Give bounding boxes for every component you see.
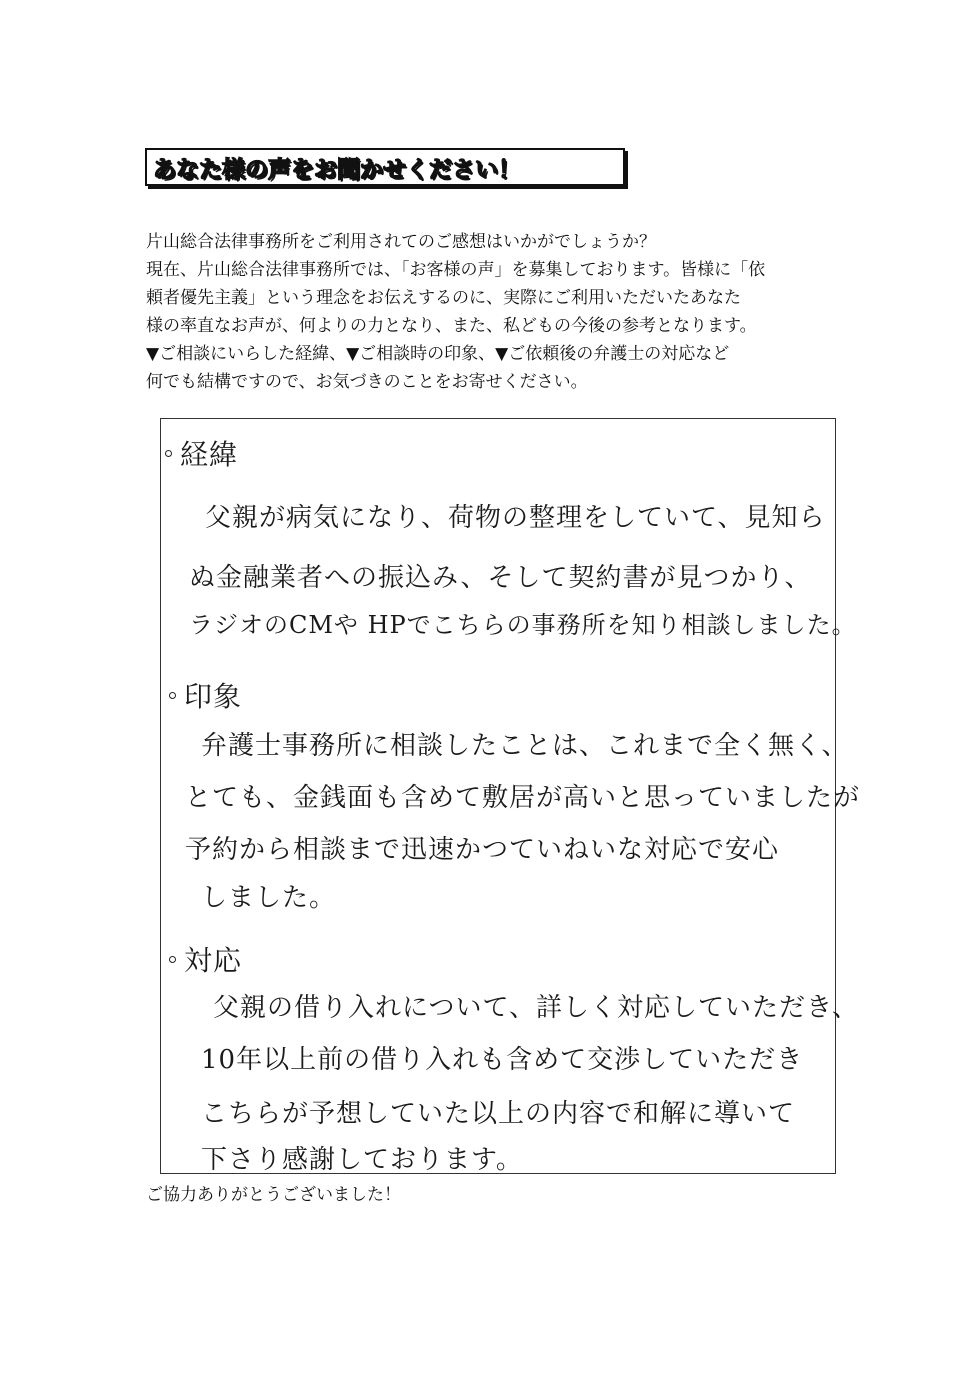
- handwritten-line: 予約から相談まで迅速かつていねいな対応で安心: [185, 835, 780, 865]
- section-heading: 印象: [184, 680, 243, 713]
- handwritten-line: 父親が病気になり、荷物の整理をしていて、見知ら: [205, 503, 826, 533]
- section-heading-response: [169, 939, 242, 979]
- section-heading-background: [165, 433, 238, 473]
- handwritten-line: とても、金銭面も含めて敷居が高いと思っていましたが: [185, 783, 861, 813]
- page-title: あなた様の声をお聞かせください！: [153, 156, 521, 183]
- bullet-icon: [165, 450, 172, 457]
- handwritten-line: ぬ金融業者への振込み、そして契約書が見つかり、: [189, 563, 812, 593]
- title-box: [145, 148, 625, 186]
- section-heading-impression: [169, 675, 242, 715]
- intro-text: [146, 228, 846, 396]
- thanks-message: ご協力ありがとうございました！: [146, 1185, 401, 1205]
- intro-line: 様の率直なお声が、何よりの力となり、また、私どもの今後の参考となります。: [146, 316, 757, 336]
- intro-line: 何でも結構ですので、お気づきのことをお寄せください。: [146, 372, 588, 392]
- intro-line: ▼ご相談にいらした経緯、▼ご相談時の印象、▼ご依頼後の弁護士の対応など: [146, 344, 730, 364]
- handwritten-line: 下さり感謝しております。: [201, 1145, 523, 1175]
- handwritten-line: ラジオのCMや HPでこちらの事務所を知り相談しました。: [189, 611, 857, 639]
- section-heading: 対応: [184, 944, 243, 977]
- handwritten-line: 10年以上前の借り入れも含めて交渉していただき: [201, 1045, 804, 1075]
- section-heading: 経緯: [180, 438, 239, 471]
- bullet-icon: [169, 692, 176, 699]
- handwritten-line: こちらが予想していた以上の内容で和解に導いて: [201, 1099, 796, 1129]
- bullet-icon: [169, 956, 176, 963]
- intro-line: 片山総合法律事務所をご利用されてのご感想はいかがでしょうか？: [146, 232, 656, 252]
- intro-line: 現在、片山総合法律事務所では、「お客様の声」を募集しております。皆様に「依: [146, 260, 766, 280]
- handwritten-line: しました。: [201, 883, 337, 913]
- handwritten-line: 父親の借り入れについて、詳しく対応していただき、: [213, 993, 859, 1023]
- intro-line: 頼者優先主義」という理念をお伝えするのに、実際にご利用いただいたあなた: [146, 288, 741, 308]
- handwritten-line: 弁護士事務所に相談したことは、これまで全く無く、: [201, 731, 849, 761]
- handwritten-answer-box: [160, 418, 861, 1175]
